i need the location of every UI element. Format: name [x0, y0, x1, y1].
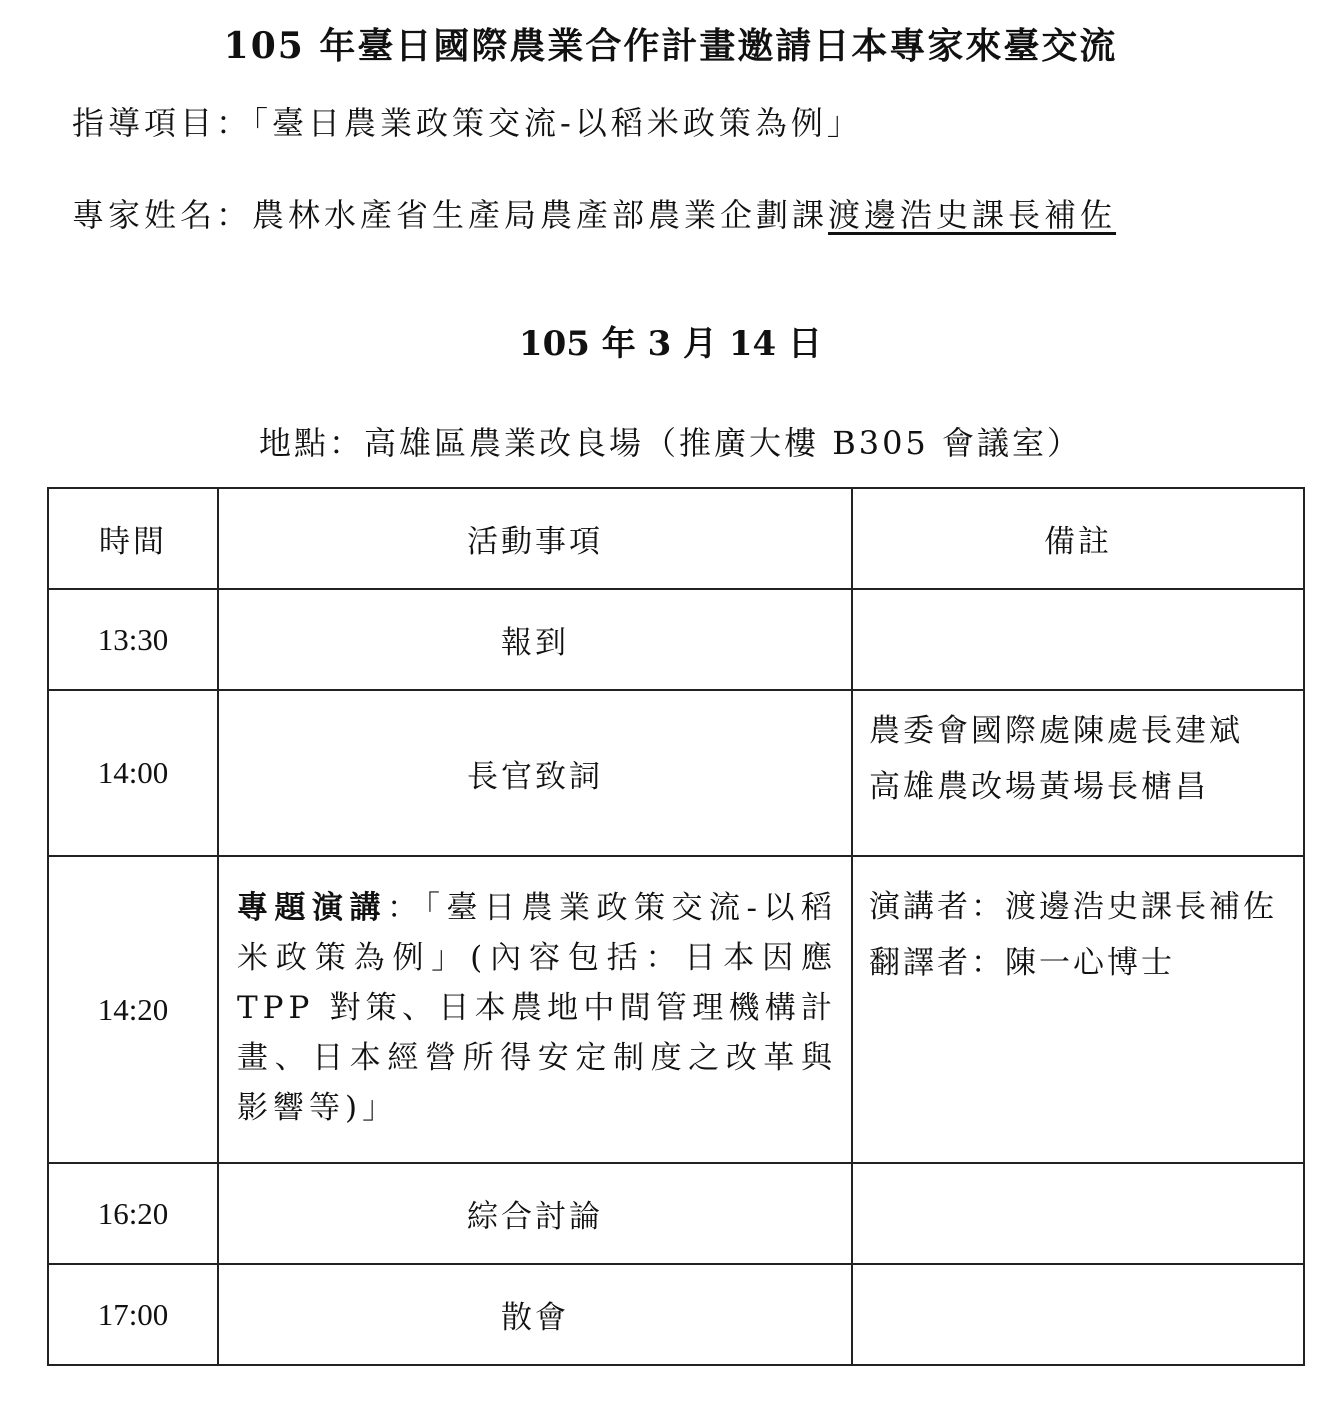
row-time: 17:00 — [48, 1264, 218, 1365]
guidance-label: 指導項目： — [72, 104, 253, 142]
row-time: 16:20 — [48, 1163, 218, 1264]
expert-organization: 農林水產省生產局農產部農業企劃課 — [252, 196, 829, 234]
row-notes — [852, 1264, 1304, 1365]
row-notes — [852, 1163, 1304, 1264]
row-time: 14:00 — [48, 690, 218, 856]
table-row — [48, 1264, 1304, 1365]
table-row — [48, 589, 1304, 690]
document-title: 105 年臺日國際農業合作計畫邀請日本專家來臺交流 — [223, 25, 1118, 67]
note-line: 高雄農改場黃場長榶昌 — [869, 769, 1209, 805]
row-activity: 長官致詞 — [218, 690, 852, 856]
guidance-value: 「臺日農業政策交流-以稻米政策為例」 — [252, 104, 863, 142]
header-notes: 備註 — [852, 488, 1304, 589]
row-notes — [852, 690, 1304, 856]
row-activity: 散會 — [218, 1264, 852, 1365]
row-activity: 綜合討論 — [218, 1163, 852, 1264]
expert-line — [72, 190, 1116, 236]
row-activity: 報到 — [218, 589, 852, 690]
event-location: 地點：高雄區農業改良場（推廣大樓 B305 會議室） — [259, 424, 1082, 462]
table-header-row — [48, 488, 1304, 589]
guidance-line — [72, 98, 863, 144]
event-date: 105 年 3 月 14 日 — [518, 324, 823, 364]
row-notes — [852, 589, 1304, 690]
note-line: 翻譯者：陳一心博士 — [869, 945, 1175, 981]
row-time: 14:20 — [48, 856, 218, 1163]
row-activity — [218, 856, 852, 1163]
header-activity: 活動事項 — [218, 488, 852, 589]
table-row — [48, 690, 1304, 856]
topic-description: ：「臺日農業政策交流-以稻米政策為例」(內容包括：日本因應 TPP 對策、日本農地中間管理機構計畫、日本經營所得安定制度之改革與影響等)」 — [237, 890, 838, 1126]
table-row — [48, 1163, 1304, 1264]
expert-name: 渡邊浩史課長補佐 — [828, 196, 1117, 234]
row-notes — [852, 856, 1304, 1163]
note-line: 演講者：渡邊浩史課長補佐 — [869, 889, 1277, 925]
expert-label: 專家姓名： — [72, 196, 253, 234]
header-time: 時間 — [48, 488, 218, 589]
schedule-table — [47, 487, 1305, 1366]
row-time: 13:30 — [48, 589, 218, 690]
table-row — [48, 856, 1304, 1163]
topic-label: 專題演講 — [237, 890, 388, 926]
note-line: 農委會國際處陳處長建斌 — [869, 713, 1243, 749]
